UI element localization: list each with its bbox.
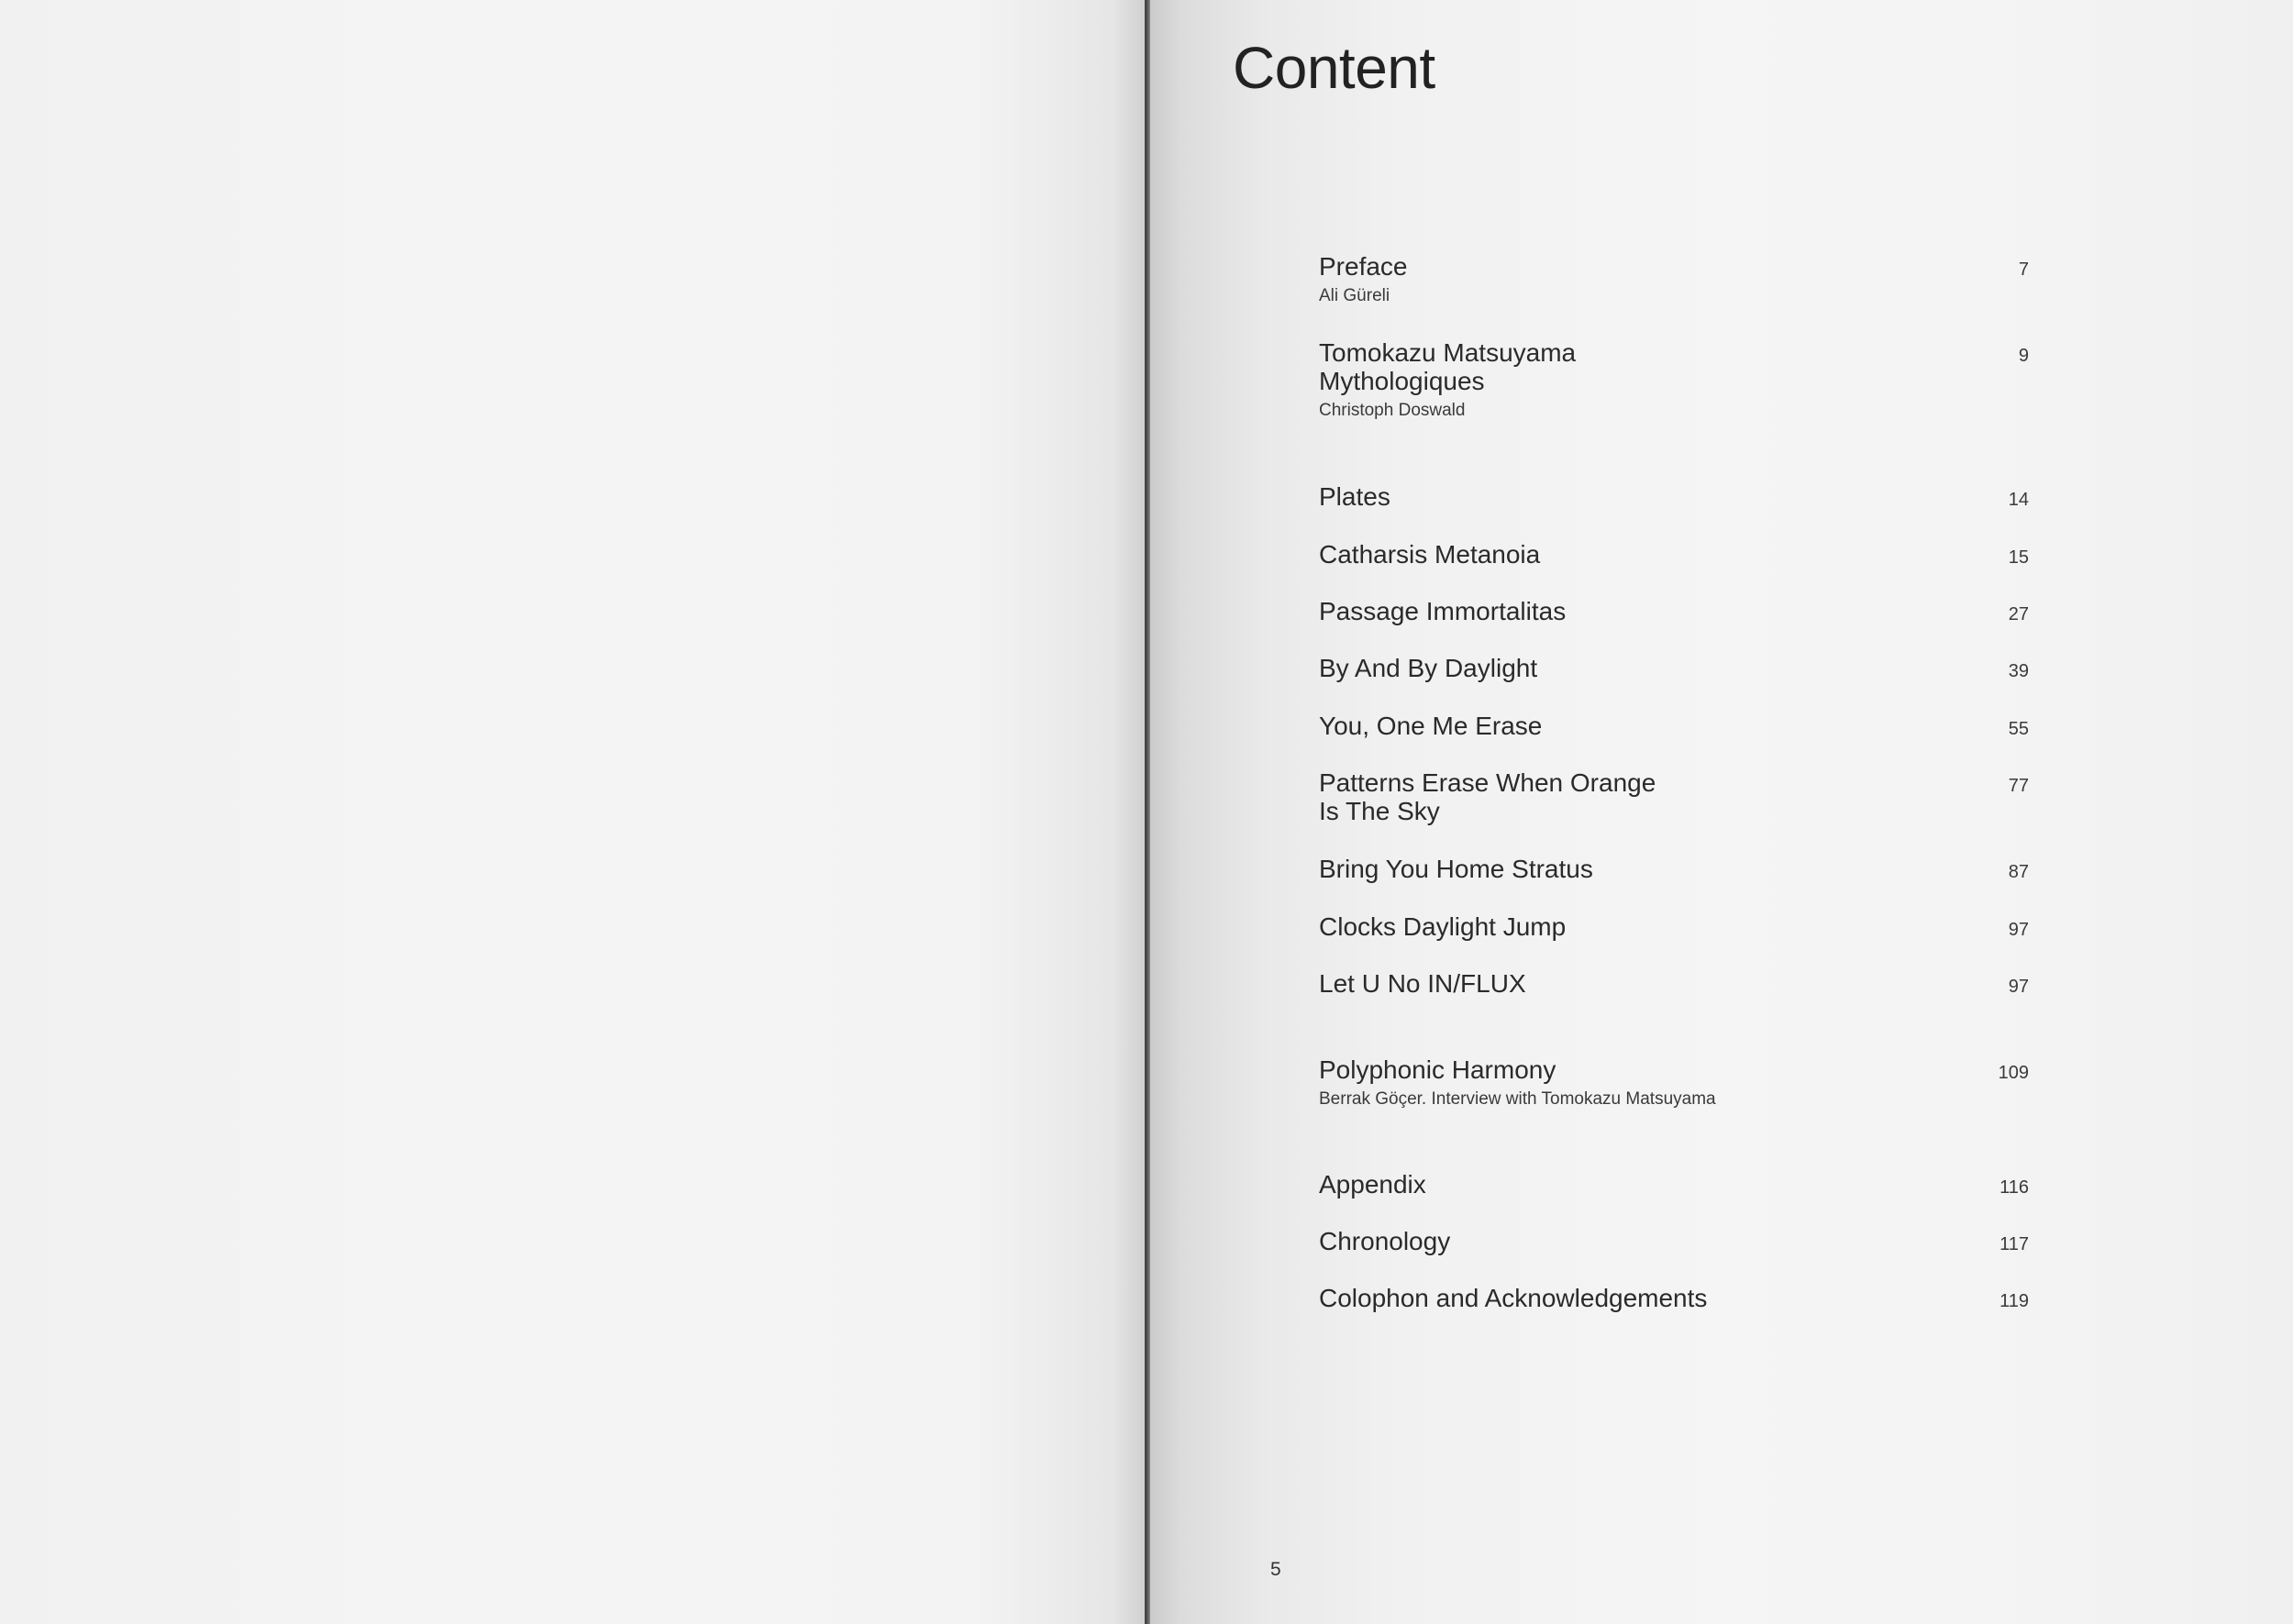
toc-entry-page: 39	[2008, 661, 2029, 681]
toc-entry-bring-you-home-stratus	[1319, 855, 2031, 883]
toc-entry-page: 15	[2008, 547, 2029, 568]
toc-entry-author: Christoph Doswald	[1319, 401, 1466, 420]
toc-entry-let-u-no-influx	[1319, 969, 2031, 998]
toc-entry-page: 87	[2008, 862, 2029, 882]
toc-entry-title: You, One Me Erase	[1319, 712, 1543, 740]
left-page-blank	[0, 0, 1146, 1624]
toc-entry-title: Patterns Erase When Orange Is The Sky	[1319, 768, 1656, 825]
toc-entry-title: Catharsis Metanoia	[1319, 540, 1541, 569]
page-title: Content	[1233, 35, 1435, 101]
toc-entry-page: 27	[2008, 604, 2029, 624]
toc-entry-page: 119	[1999, 1291, 2029, 1311]
toc-entry-title: Plates	[1319, 482, 1390, 511]
toc-entry-page: 77	[2008, 776, 2029, 796]
toc-entry-page: 97	[2008, 920, 2029, 940]
toc-entry-passage-immortalitas	[1319, 597, 2031, 625]
toc-entry-page: 14	[2008, 490, 2029, 510]
toc-entry-mythologiques	[1319, 338, 2031, 423]
toc-entry-catharsis-metanoia	[1319, 540, 2031, 569]
toc-entry-page: 9	[2018, 346, 2029, 366]
toc-entry-colophon	[1319, 1284, 2031, 1312]
toc-entry-title: Passage Immortalitas	[1319, 597, 1567, 625]
toc-entry-author: Berrak Göçer. Interview with Tomokazu Matsuyama	[1319, 1089, 1716, 1109]
book-gutter	[1145, 0, 1150, 1624]
toc-entry-page: 7	[2018, 260, 2029, 280]
toc-entry-appendix	[1319, 1170, 2031, 1199]
toc-entry-title: Clocks Daylight Jump	[1319, 912, 1567, 941]
toc-entry-title: Bring You Home Stratus	[1319, 855, 1593, 883]
table-of-contents	[1319, 0, 2031, 1624]
toc-entry-page: 97	[2008, 977, 2029, 997]
toc-entry-plates	[1319, 482, 2031, 511]
toc-entry-author: Ali Güreli	[1319, 286, 1390, 305]
toc-entry-preface	[1319, 252, 2031, 308]
toc-entry-title: Appendix	[1319, 1170, 1426, 1199]
toc-entry-title: Polyphonic Harmony	[1319, 1055, 1556, 1084]
toc-entry-page: 116	[1999, 1177, 2029, 1198]
toc-entry-polyphonic-harmony	[1319, 1055, 2031, 1111]
toc-entry-title: Tomokazu Matsuyama Mythologiques	[1319, 338, 1577, 395]
toc-entry-chronology	[1319, 1227, 2031, 1255]
page-number: 5	[1270, 1559, 1281, 1580]
toc-entry-title: Chronology	[1319, 1227, 1451, 1255]
toc-entry-patterns-erase	[1319, 768, 2031, 825]
toc-entry-page: 55	[2008, 719, 2029, 739]
toc-entry-page: 109	[1998, 1063, 2029, 1083]
toc-entry-page: 117	[1999, 1234, 2029, 1254]
toc-entry-by-and-by-daylight	[1319, 654, 2031, 682]
toc-entry-title: By And By Daylight	[1319, 654, 1538, 682]
toc-entry-title: Preface	[1319, 252, 1408, 281]
toc-entry-title: Colophon and Acknowledgements	[1319, 1284, 1708, 1312]
toc-entry-you-one-me-erase	[1319, 712, 2031, 740]
toc-entry-clocks-daylight-jump	[1319, 912, 2031, 941]
toc-entry-title: Let U No IN/FLUX	[1319, 969, 1526, 998]
